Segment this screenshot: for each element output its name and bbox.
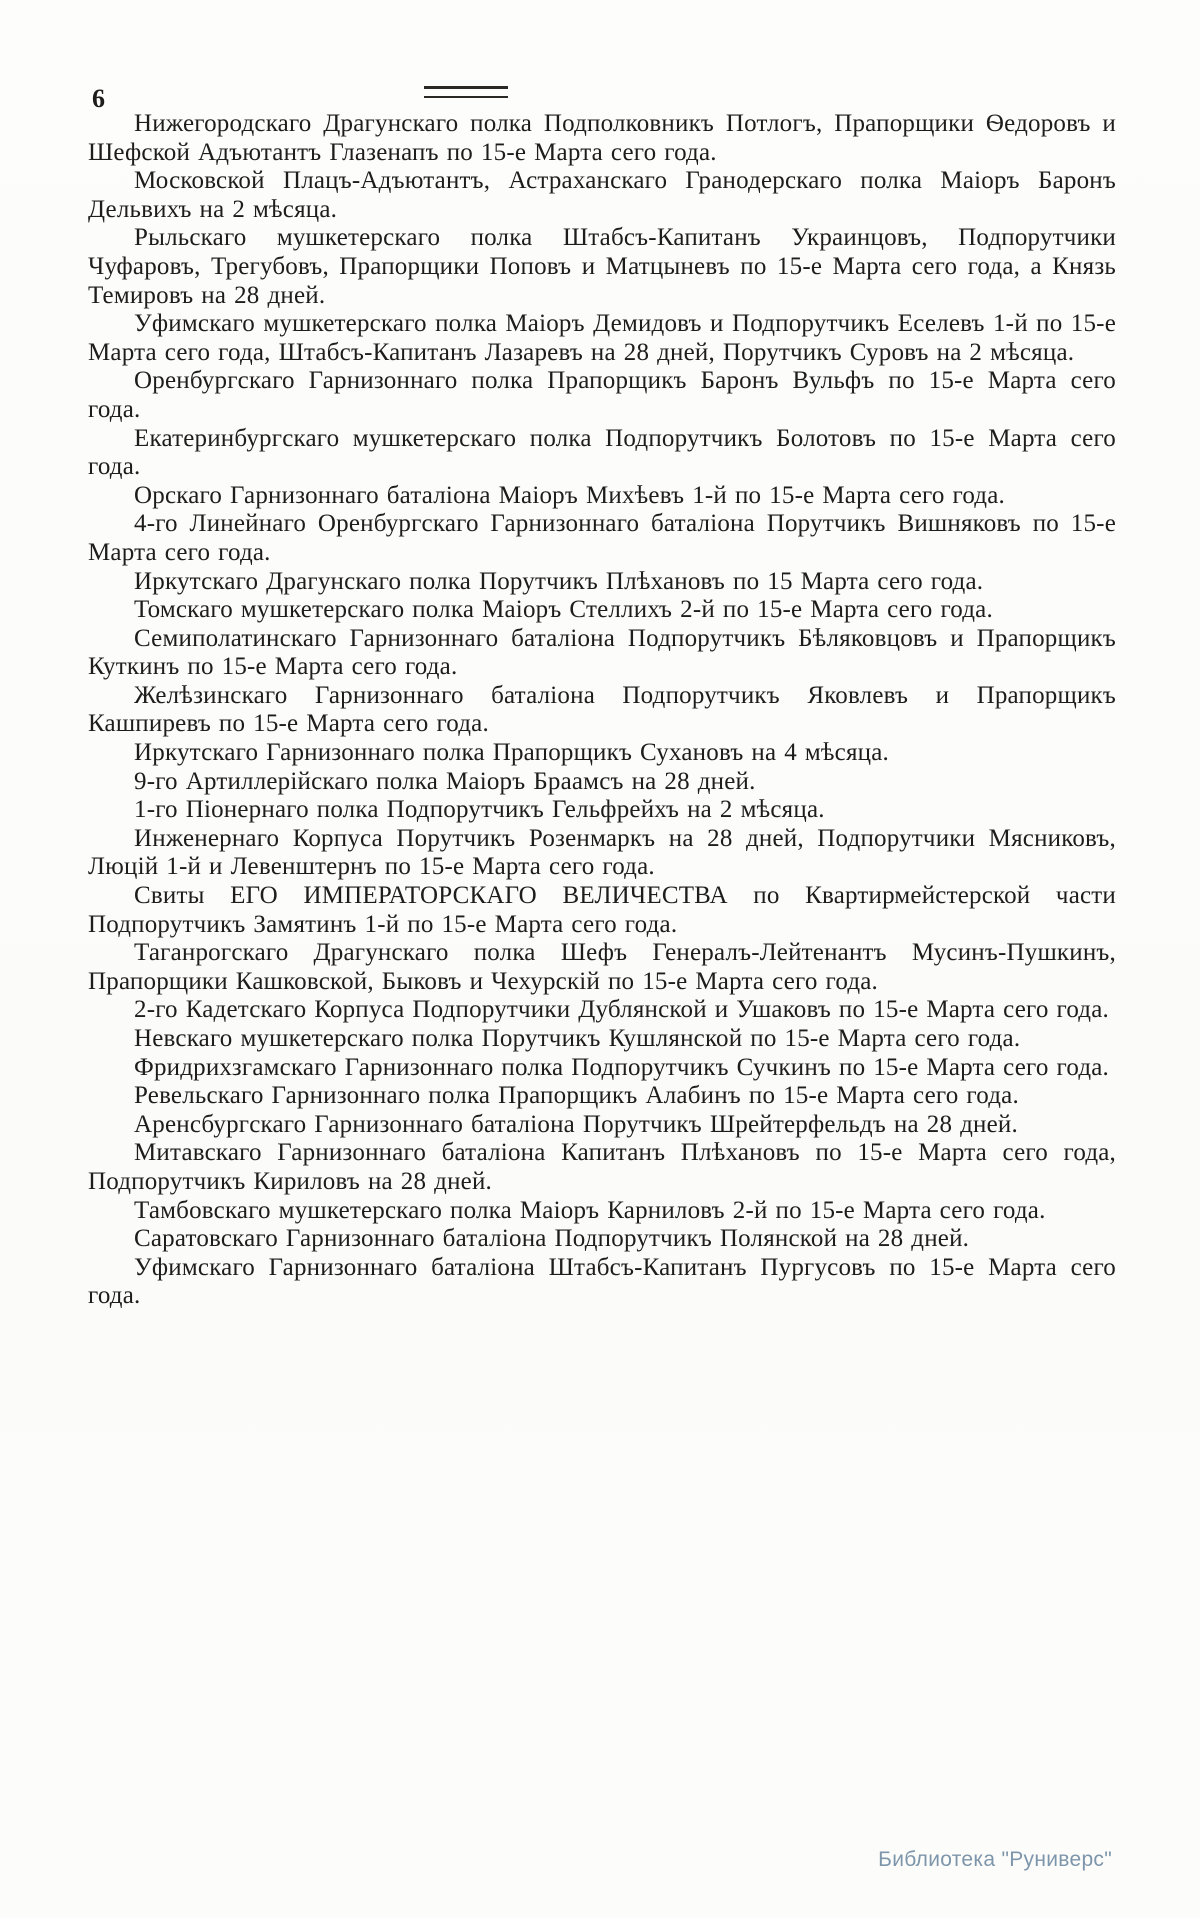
paragraph: Екатеринбургскаго мушкетерскаго полка Подпорутчикъ Болотовъ по 15-е Марта сего года. — [88, 424, 1116, 481]
body-text — [88, 110, 1116, 1311]
paragraph: Невскаго мушкетерскаго полка Порутчикъ Кушлянской по 15-е Марта сего года. — [134, 1025, 1021, 1052]
paragraph: Орскаго Гарнизоннаго баталіона Маіоръ Михѣевъ 1-й по 15-е Марта сего года. — [134, 481, 1005, 509]
paragraph: Желѣзинскаго Гарнизоннаго баталіона Подпорутчикъ Яковлевъ и Прапорщикъ Кашпиревъ по 15-е Марта сего года. — [88, 681, 1116, 738]
paragraph: Иркутскаго Драгунскаго полка Порутчикъ Плѣхановъ по 15 Марта сего года. — [134, 567, 984, 595]
paragraph: 9-го Артиллерійскаго полка Маіоръ Браамсъ на 28 дней. — [134, 767, 756, 795]
paragraph: Митавскаго Гарнизоннаго баталіона Капитанъ Плѣхановъ по 15-е Марта сего года, Подпорутчикъ Кириловъ на 28 дней. — [88, 1139, 1116, 1195]
paragraph: 4-го Линейнаго Оренбургскаго Гарнизоннаго баталіона Порутчикъ Вишняковъ по 15-е Марта сего года. — [88, 510, 1116, 566]
paragraph: Рыльскаго мушкетерскаго полка Штабсъ-Капитанъ Украинцовъ, Подпорутчики Чуфаровъ, Трегубовъ, Прапорщики Поповъ и Матцыневъ по 15-е Марта сего года, а Князь Темировъ на 28 дней. — [88, 224, 1116, 309]
page-number: 6 — [92, 84, 106, 113]
paragraph: 2-го Кадетскаго Корпуса Подпорутчики Дублянской и Ушаковъ по 15-е Марта сего года. — [134, 996, 1109, 1024]
paragraph: Уфимскаго мушкетерскаго полка Маіоръ Демидовъ и Подпорутчикъ Еселевъ 1-й по 15-е Марта сего года, Штабсъ-Капитанъ Лазаревъ на 28 дней, Порутчикъ Суровъ на 2 мѣсяца. — [88, 310, 1116, 366]
paragraph: Томскаго мушкетерскаго полка Маіоръ Стеллихъ 2-й по 15-е Марта сего года. — [134, 596, 993, 624]
paragraph: Уфимскаго Гарнизоннаго баталіона Штабсъ-Капитанъ Пургусовъ по 15-е Марта сего года. — [88, 1253, 1116, 1310]
paragraph: Семиполатинскаго Гарнизоннаго баталіона Подпорутчикъ Бѣляковцовъ и Прапорщикъ Куткинъ по 15-е Марта сего года. — [88, 624, 1116, 681]
paragraph: Нижегородскаго Драгунскаго полка Подполковникъ Потлогъ, Прапорщики Ѳедоровъ и Шефской Адъютантъ Глазенапъ по 15-е Марта сего года. — [88, 110, 1116, 166]
paragraph: Аренсбургскаго Гарнизоннаго баталіона Порутчикъ Шрейтерфельдъ на 28 дней. — [134, 1110, 1018, 1138]
paragraph: Ревельскаго Гарнизоннаго полка Прапорщикъ Алабинъ по 15-е Марта сего года. — [134, 1082, 1019, 1110]
paragraph: Московской Плацъ-Адъютантъ, Астраханскаго Гранодерскаго полка Маіоръ Баронъ Дельвихъ на 2 мѣсяца. — [88, 167, 1116, 223]
paragraph: Фридрихзгамскаго Гарнизоннаго полка Подпорутчикъ Сучкинъ по 15-е Марта сего года. — [134, 1053, 1110, 1081]
paragraph: 1-го Піонернаго полка Подпорутчикъ Гельфрейхъ на 2 мѣсяца. — [134, 796, 825, 824]
library-watermark: Библиотека "Руниверс" — [878, 1848, 1112, 1871]
paragraph: Саратовскаго Гарнизоннаго баталіона Подпорутчикъ Полянской на 28 дней. — [134, 1225, 970, 1253]
paragraph: Иркутскаго Гарнизоннаго полка Прапорщикъ Сухановъ на 4 мѣсяца. — [134, 739, 890, 767]
paragraph: Инженернаго Корпуса Порутчикъ Розенмаркъ на 28 дней, Подпорутчики Мясниковъ, Люцій 1-й и Левенштернъ по 15-е Марта сего года. — [88, 824, 1116, 881]
paragraph: Оренбургскаго Гарнизоннаго полка Прапорщикъ Баронъ Вульфъ по 15-е Марта сего года. — [88, 367, 1116, 423]
paragraph: Тамбовскаго мушкетерскаго полка Маіоръ Карниловъ 2-й по 15-е Марта сего года. — [134, 1196, 1046, 1224]
paragraph: Таганрогскаго Драгунскаго полка Шефъ Генералъ-Лейтенантъ Мусинъ-Пушкинъ, Прапорщики Кашковской, Быковъ и Чехурскій по 15-е Марта сего года. — [88, 939, 1116, 995]
paragraph: Свиты ЕГО ИМПЕРАТОРСКАГО ВЕЛИЧЕСТВА по Квартирмейстерской части Подпорутчикъ Замятинъ 1-й по 15-е Марта сего года. — [88, 882, 1116, 938]
header-double-rule — [424, 86, 508, 98]
